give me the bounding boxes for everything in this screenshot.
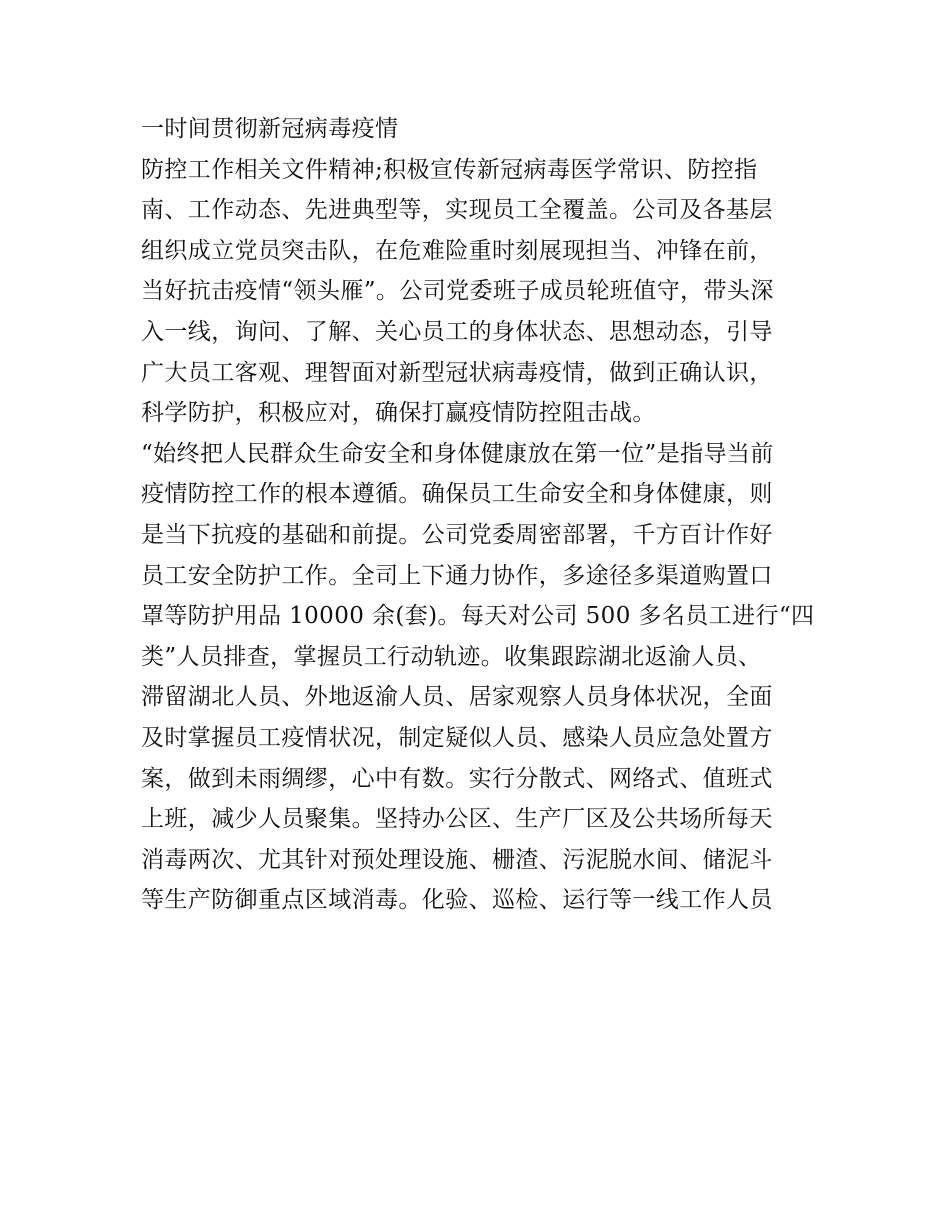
document-body xyxy=(141,109,821,921)
text-line: 是当下抗疫的基础和前提。公司党委周密部署，千方百计作好 xyxy=(141,521,773,548)
text-line: 当好抗击疫情“领头雁”。公司党委班子成员轮班值守，带头深 xyxy=(141,278,774,305)
text-line: 组织成立党员突击队，在危难险重时刻展现担当、冲锋在前， xyxy=(141,237,773,264)
text-line: 消毒两次、尤其针对预处理设施、栅渣、污泥脱水间、储泥斗 xyxy=(141,846,773,873)
text-line: 滞留湖北人员、外地返渝人员、居家观察人员身体状况，全面 xyxy=(141,684,773,711)
text-line: 科学防护，积极应对，确保打赢疫情防控阻击战。 xyxy=(141,400,656,427)
text-line: 上班，减少人员聚集。坚持办公区、生产厂区及公共场所每天 xyxy=(141,806,773,833)
text-line: 疫情防控工作的根本遵循。确保员工生命安全和身体健康，则 xyxy=(141,481,773,508)
text-line: 案，做到未雨绸缪，心中有数。实行分散式、网络式、值班式 xyxy=(141,765,773,792)
text-line: 类”人员排查，掌握员工行动轨迹。收集跟踪湖北返渝人员、 xyxy=(141,643,762,670)
text-line: “始终把人民群众生命安全和身体健康放在第一位”是指导当前 xyxy=(141,440,774,467)
text-line: 等生产防御重点区域消毒。化验、巡检、运行等一线工作人员 xyxy=(141,887,773,914)
text-line: 广大员工客观、理智面对新型冠状病毒疫情，做到正确认识， xyxy=(141,359,773,386)
text-line: 罩等防护用品 10000 余(套)。每天对公司 500 多名员工进行“四 xyxy=(141,603,815,630)
text-line: 南、工作动态、先进典型等，实现员工全覆盖。公司及各基层 xyxy=(141,197,773,224)
text-line: 员工安全防护工作。全司上下通力协作，多途径多渠道购置口 xyxy=(141,562,773,589)
text-line: 入一线，询问、了解、关心员工的身体状态、思想动态，引导 xyxy=(141,318,773,345)
text-line: 及时掌握员工疫情状况，制定疑似人员、感染人员应急处置方 xyxy=(141,724,773,751)
text-line: 防控工作相关文件精神;积极宣传新冠病毒医学常识、防控指 xyxy=(141,156,758,183)
text-line: 一时间贯彻新冠病毒疫情 xyxy=(141,116,399,142)
